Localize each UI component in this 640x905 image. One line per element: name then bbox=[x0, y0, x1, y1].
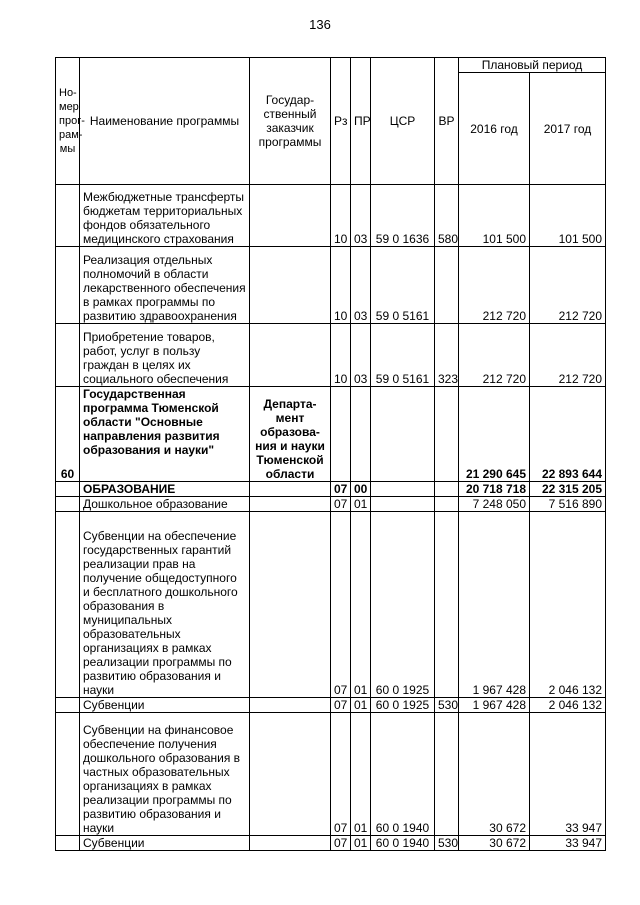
cell-program-number bbox=[56, 247, 80, 324]
cell-2017: 2 046 132 bbox=[530, 512, 606, 698]
cell-program-name: Реализация отдельных полномочий в области лекарственного обеспечения в рамках программы по развитию здравоохранения bbox=[80, 247, 250, 324]
cell-customer bbox=[250, 512, 331, 698]
cell-pr: 01 bbox=[351, 713, 371, 836]
table-row bbox=[56, 387, 606, 482]
cell-rz: 10 bbox=[331, 185, 351, 247]
cell-vr: 530 bbox=[435, 698, 459, 713]
cell-rz: 07 bbox=[331, 713, 351, 836]
cell-2016: 101 500 bbox=[459, 185, 530, 247]
cell-program-number bbox=[56, 512, 80, 698]
cell-customer bbox=[250, 185, 331, 247]
header-year-2016: 2016 год bbox=[459, 73, 530, 185]
cell-csr: 60 0 1940 bbox=[371, 713, 435, 836]
cell-2016: 20 718 718 bbox=[459, 482, 530, 497]
cell-rz: 10 bbox=[331, 324, 351, 387]
table-row bbox=[56, 482, 606, 497]
cell-2017: 33 947 bbox=[530, 713, 606, 836]
cell-customer bbox=[250, 497, 331, 512]
cell-vr: 530 bbox=[435, 836, 459, 851]
header-pr: ПР bbox=[351, 58, 371, 185]
cell-2017: 212 720 bbox=[530, 247, 606, 324]
cell-program-name: Приобретение товаров, работ, услуг в пользу граждан в целях их социального обеспечения bbox=[80, 324, 250, 387]
cell-2017: 7 516 890 bbox=[530, 497, 606, 512]
cell-program-name: Субвенции на обеспечение государственных гарантий реализации прав на получение общедоступного и бесплатного дошкольного образования в муниципальных образовательных организациях в рамках реализации программы по развитию образования и науки bbox=[80, 512, 250, 698]
header-planned-period: Плановый период bbox=[459, 58, 606, 73]
cell-customer bbox=[250, 698, 331, 713]
table-row bbox=[56, 512, 606, 698]
table-row bbox=[56, 247, 606, 324]
cell-vr: 580 bbox=[435, 185, 459, 247]
table-row bbox=[56, 185, 606, 247]
budget-table bbox=[55, 57, 606, 851]
cell-vr bbox=[435, 713, 459, 836]
header-vr: ВР bbox=[435, 58, 459, 185]
cell-vr bbox=[435, 497, 459, 512]
cell-program-name: Субвенции bbox=[80, 836, 250, 851]
cell-pr: 03 bbox=[351, 185, 371, 247]
cell-program-name: Дошкольное образование bbox=[80, 497, 250, 512]
cell-program-number bbox=[56, 185, 80, 247]
cell-rz: 07 bbox=[331, 698, 351, 713]
table-row bbox=[56, 698, 606, 713]
cell-program-number bbox=[56, 482, 80, 497]
cell-2016: 21 290 645 bbox=[459, 387, 530, 482]
cell-rz: 07 bbox=[331, 836, 351, 851]
cell-customer bbox=[250, 247, 331, 324]
header-rz: Рз bbox=[331, 58, 351, 185]
header-csr: ЦСР bbox=[371, 58, 435, 185]
cell-customer bbox=[250, 713, 331, 836]
cell-2016: 1 967 428 bbox=[459, 698, 530, 713]
cell-csr: 60 0 1940 bbox=[371, 836, 435, 851]
page-number: 136 bbox=[309, 17, 331, 32]
cell-vr bbox=[435, 387, 459, 482]
cell-vr bbox=[435, 247, 459, 324]
cell-csr: 60 0 1925 bbox=[371, 512, 435, 698]
cell-2017: 212 720 bbox=[530, 324, 606, 387]
cell-program-number bbox=[56, 713, 80, 836]
cell-customer: Департа-мент образова-ния и науки Тюменской области bbox=[250, 387, 331, 482]
cell-csr: 59 0 5161 bbox=[371, 247, 435, 324]
cell-program-number bbox=[56, 698, 80, 713]
cell-2017: 22 315 205 bbox=[530, 482, 606, 497]
cell-rz: 07 bbox=[331, 497, 351, 512]
cell-program-number: 60 bbox=[56, 387, 80, 482]
cell-vr bbox=[435, 512, 459, 698]
cell-program-number bbox=[56, 836, 80, 851]
header-customer: Государ-ственный заказчик программы bbox=[250, 58, 331, 185]
cell-program-name: Субвенции bbox=[80, 698, 250, 713]
cell-pr: 01 bbox=[351, 698, 371, 713]
cell-pr bbox=[351, 387, 371, 482]
cell-2016: 212 720 bbox=[459, 247, 530, 324]
header-year-2017: 2017 год bbox=[530, 73, 606, 185]
cell-2017: 33 947 bbox=[530, 836, 606, 851]
cell-customer bbox=[250, 482, 331, 497]
cell-program-name: Субвенции на финансовое обеспечение получения дошкольного образования в частных образовательных организациях в рамках реализации программы по развитию образования и науки bbox=[80, 713, 250, 836]
table-header bbox=[56, 58, 606, 185]
cell-2017: 101 500 bbox=[530, 185, 606, 247]
cell-2016: 30 672 bbox=[459, 836, 530, 851]
cell-pr: 00 bbox=[351, 482, 371, 497]
table-row bbox=[56, 497, 606, 512]
cell-pr: 03 bbox=[351, 247, 371, 324]
cell-csr: 59 0 1636 bbox=[371, 185, 435, 247]
cell-rz: 07 bbox=[331, 482, 351, 497]
cell-customer bbox=[250, 324, 331, 387]
cell-pr: 01 bbox=[351, 497, 371, 512]
cell-program-name: Межбюджетные трансферты бюджетам территориальных фондов обязательного медицинского страхования bbox=[80, 185, 250, 247]
cell-vr bbox=[435, 482, 459, 497]
cell-program-name: ОБРАЗОВАНИЕ bbox=[80, 482, 250, 497]
cell-csr bbox=[371, 387, 435, 482]
cell-pr: 01 bbox=[351, 512, 371, 698]
cell-csr bbox=[371, 497, 435, 512]
cell-pr: 03 bbox=[351, 324, 371, 387]
cell-customer bbox=[250, 836, 331, 851]
cell-2016: 212 720 bbox=[459, 324, 530, 387]
cell-2016: 1 967 428 bbox=[459, 512, 530, 698]
cell-rz: 07 bbox=[331, 512, 351, 698]
cell-2016: 7 248 050 bbox=[459, 497, 530, 512]
header-program-number: Но-мер прог-рам-мы bbox=[56, 58, 80, 185]
cell-2017: 2 046 132 bbox=[530, 698, 606, 713]
cell-rz bbox=[331, 387, 351, 482]
header-program-name: Наименование программы bbox=[80, 58, 250, 185]
table-row bbox=[56, 324, 606, 387]
table-row bbox=[56, 836, 606, 851]
table-row bbox=[56, 713, 606, 836]
cell-csr bbox=[371, 482, 435, 497]
cell-program-name: Государственная программа Тюменской области "Основные направления развития образования и науки" bbox=[80, 387, 250, 482]
cell-pr: 01 bbox=[351, 836, 371, 851]
cell-2017: 22 893 644 bbox=[530, 387, 606, 482]
cell-rz: 10 bbox=[331, 247, 351, 324]
cell-vr: 323 bbox=[435, 324, 459, 387]
cell-program-number bbox=[56, 497, 80, 512]
cell-csr: 59 0 5161 bbox=[371, 324, 435, 387]
cell-2016: 30 672 bbox=[459, 713, 530, 836]
cell-csr: 60 0 1925 bbox=[371, 698, 435, 713]
cell-program-number bbox=[56, 324, 80, 387]
